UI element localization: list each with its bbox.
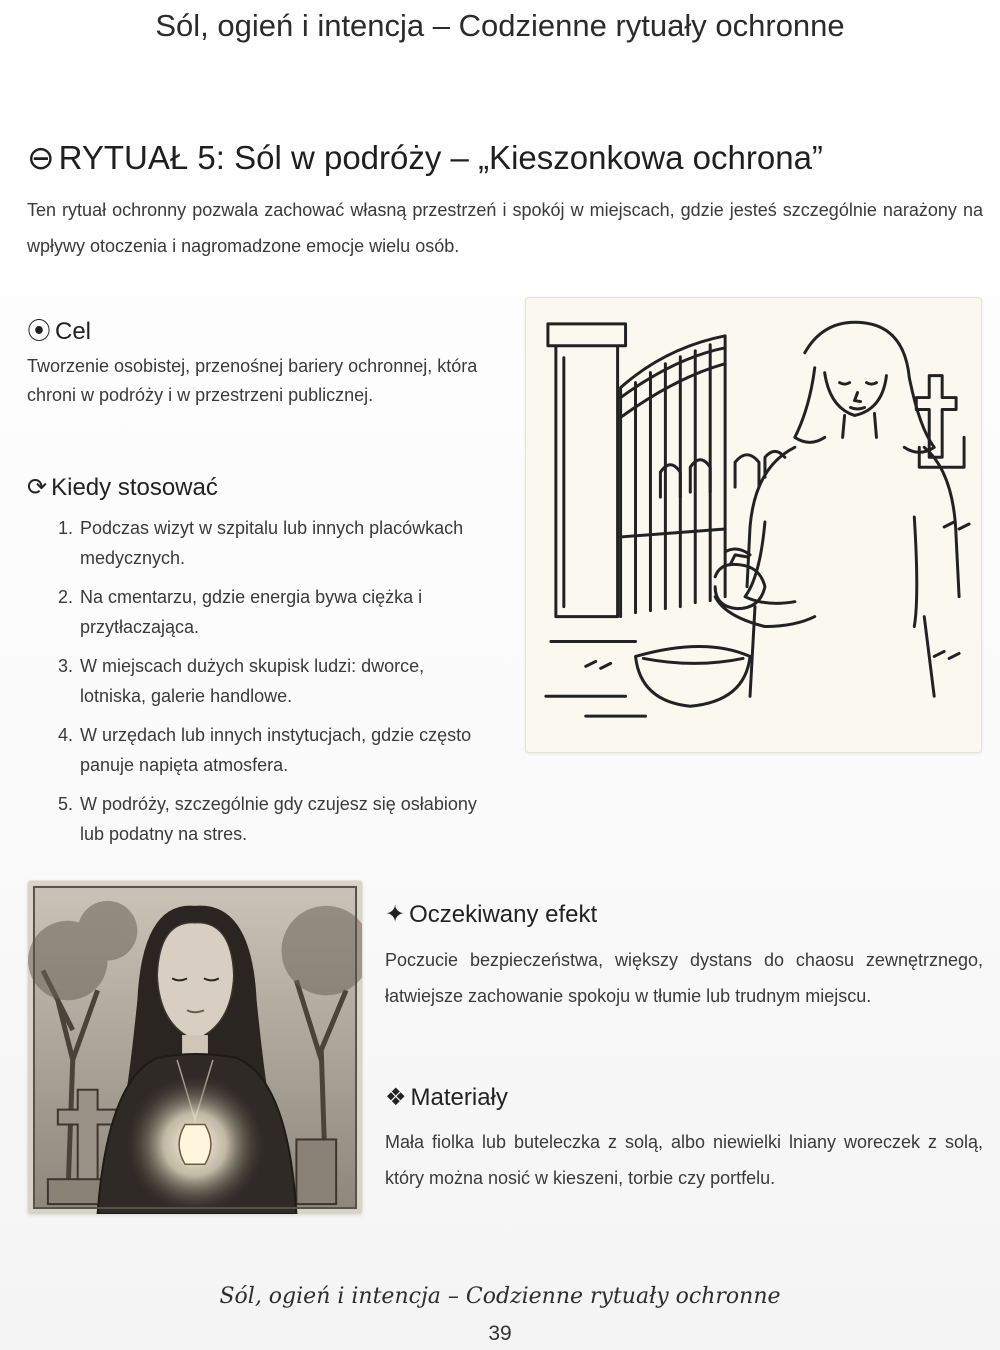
- list-item: 1. Podczas wizyt w szpitalu lub innych placówkach medycznych.: [58, 518, 464, 568]
- materials-heading-text: Materiały: [410, 1084, 508, 1111]
- amulet-drawing: [28, 881, 362, 1214]
- circle-minus-icon: ⊖: [27, 139, 55, 176]
- when-heading-text: Kiedy stosować: [51, 474, 218, 501]
- refresh-icon: ⟳: [27, 474, 48, 501]
- list-item: 5. W podróży, szczególnie gdy czujesz się osłabiony lub podatny na stres.: [58, 794, 477, 844]
- page-footer-title: Sól, ogień i intencja – Codzienne rytuały ochronne: [219, 1284, 781, 1309]
- illustration-amulet: [27, 880, 363, 1215]
- target-icon: ⦿: [27, 318, 51, 345]
- goal-text: Tworzenie osobistej, przenośnej bariery ochronnej, która chroni w podróży i w przestrzeni publicznej.: [27, 356, 478, 405]
- materials-text: Mała fiolka lub buteleczka z solą, albo niewielki lniany woreczek z solą, który można nosić w kieszeni, torbie czy portfelu.: [385, 1132, 983, 1188]
- page-header-title: Sól, ogień i intencja – Codzienne rytuały ochronne: [155, 8, 845, 43]
- goal-heading: [27, 311, 91, 346]
- when-list: [58, 513, 488, 858]
- page-number: 39: [488, 1322, 512, 1345]
- ritual-title-text: RYTUAŁ 5: Sól w podróży – „Kieszonkowa ochrona”: [58, 139, 823, 176]
- effect-heading: [385, 900, 597, 929]
- illustration-salt-ritual: [525, 297, 982, 753]
- materials-heading: [385, 1083, 508, 1112]
- list-item: 4. W urzędach lub innych instytucjach, gdzie często panuje napięta atmosfera.: [58, 725, 472, 775]
- goal-heading-text: Cel: [55, 318, 92, 345]
- salt-ritual-drawing: [526, 298, 981, 752]
- diamond-ornament-icon: ❖: [385, 1084, 407, 1111]
- when-heading: [27, 473, 218, 502]
- effect-text: Poczucie bezpieczeństwa, większy dystans do chaosu zewnętrznego, łatwiejsze zachowanie spokoju w tłumie lub trudnym miejscu.: [385, 950, 983, 1006]
- ritual-title: [27, 138, 977, 177]
- ritual-intro: Ten rytuał ochronny pozwala zachować własną przestrzeń i spokój w miejscach, gdzie jesteś szczególnie narażony na wpływy otoczenia i nagromadzone emocje wielu osób.: [27, 200, 983, 256]
- sparkle-icon: ✦: [385, 901, 406, 928]
- effect-heading-text: Oczekiwany efekt: [409, 901, 598, 928]
- list-item: 3. W miejscach dużych skupisk ludzi: dworce, lotniska, galerie handlowe.: [58, 656, 425, 706]
- list-item: 2. Na cmentarzu, gdzie energia bywa ciężka i przytłaczająca.: [58, 587, 423, 637]
